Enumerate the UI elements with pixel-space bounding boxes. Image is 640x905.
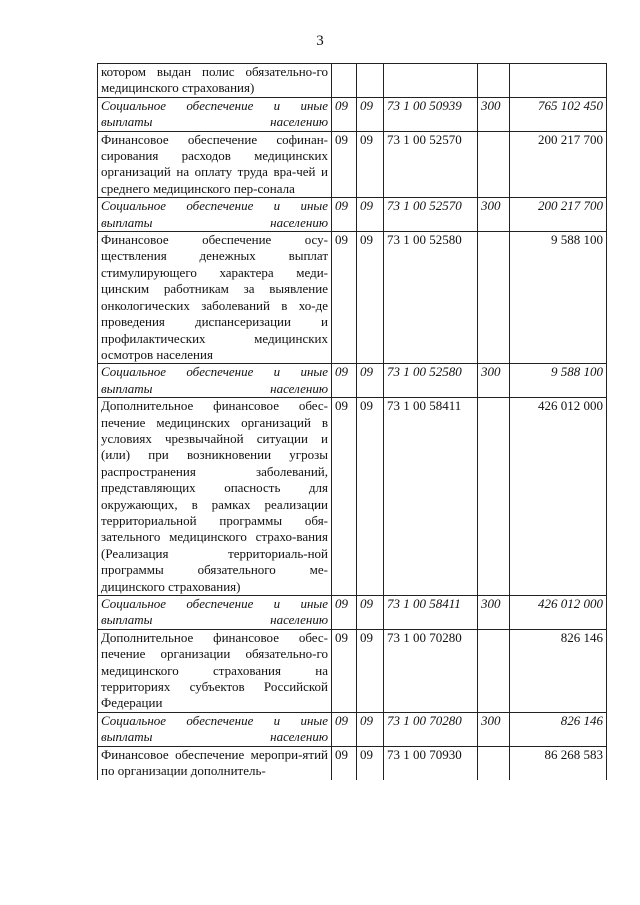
amount-cell: 200 217 700 [510, 131, 607, 198]
subsection-cell: 09 [357, 398, 384, 596]
row-name-cell: Дополнительное финансовое обес-печение организации обязательно-го медицинского страхования на территориях субъектов Российской Федерации [98, 629, 332, 712]
row-name-cell: Социальное обеспечение и иные выплаты населению [98, 97, 332, 131]
table-row [98, 198, 607, 232]
amount-cell: 200 217 700 [510, 198, 607, 232]
section-cell: 09 [332, 629, 357, 712]
target-code-cell: 73 1 00 58411 [384, 398, 478, 596]
target-code-cell: 73 1 00 70280 [384, 712, 478, 746]
row-name-cell: Социальное обеспечение и иные выплаты населению [98, 596, 332, 630]
expense-type-cell [478, 398, 510, 596]
expense-type-cell: 300 [478, 712, 510, 746]
expense-type-cell [478, 131, 510, 198]
target-code-cell: 73 1 00 52580 [384, 364, 478, 398]
section-cell: 09 [332, 398, 357, 596]
row-name-cell: Финансовое обеспечение софинан-сирования расходов медицинских организаций на оплату труда вра-чей и среднего медицинского пер-сонала [98, 131, 332, 198]
expense-type-cell [478, 746, 510, 780]
expense-type-cell: 300 [478, 596, 510, 630]
amount-cell [510, 64, 607, 98]
row-name-cell: котором выдан полис обязательно-го медицинского страхования) [98, 64, 332, 98]
subsection-cell: 09 [357, 364, 384, 398]
row-name-cell: Финансовое обеспечение меропри-ятий по организации дополнитель- [98, 746, 332, 780]
subsection-cell: 09 [357, 131, 384, 198]
section-cell [332, 64, 357, 98]
section-cell: 09 [332, 97, 357, 131]
row-name-cell: Дополнительное финансовое обес-печение медицинских организаций в условиях чрезвычайной ситуации и (или) при возникновении угрозы распространения заболеваний, представляющих опасность для окружающих, в рамках реализации территориальной программы обя-зательного медицинского страхо-вания (Реализация территориаль-ной программы обязательного ме-дицинского страхования) [98, 398, 332, 596]
row-name-cell: Социальное обеспечение и иные выплаты населению [98, 364, 332, 398]
section-cell: 09 [332, 232, 357, 364]
section-cell: 09 [332, 198, 357, 232]
subsection-cell: 09 [357, 629, 384, 712]
subsection-cell: 09 [357, 712, 384, 746]
target-code-cell: 73 1 00 58411 [384, 596, 478, 630]
section-cell: 09 [332, 712, 357, 746]
row-name-cell: Финансовое обеспечение осу-ществления денежных выплат стимулирующего характера меди-цинским работникам за выявление онкологических заболеваний в хо-де проведения диспансеризации и профилактических медицинских осмотров населения [98, 232, 332, 364]
row-name-cell: Социальное обеспечение и иные выплаты населению [98, 712, 332, 746]
table-row [98, 596, 607, 630]
table-row [98, 629, 607, 712]
section-cell: 09 [332, 596, 357, 630]
target-code-cell: 73 1 00 52570 [384, 198, 478, 232]
table-row [98, 398, 607, 596]
expense-type-cell: 300 [478, 97, 510, 131]
subsection-cell [357, 64, 384, 98]
amount-cell: 826 146 [510, 712, 607, 746]
section-cell: 09 [332, 746, 357, 780]
subsection-cell: 09 [357, 596, 384, 630]
subsection-cell: 09 [357, 746, 384, 780]
section-cell: 09 [332, 131, 357, 198]
table-row [98, 232, 607, 364]
expense-type-cell: 300 [478, 364, 510, 398]
target-code-cell [384, 64, 478, 98]
table-row [98, 712, 607, 746]
expense-type-cell [478, 629, 510, 712]
section-cell: 09 [332, 364, 357, 398]
target-code-cell: 73 1 00 70280 [384, 629, 478, 712]
table-row [98, 131, 607, 198]
expense-type-cell [478, 64, 510, 98]
table-row [98, 64, 607, 98]
target-code-cell: 73 1 00 70930 [384, 746, 478, 780]
target-code-cell: 73 1 00 52580 [384, 232, 478, 364]
target-code-cell: 73 1 00 50939 [384, 97, 478, 131]
amount-cell: 9 588 100 [510, 364, 607, 398]
amount-cell: 765 102 450 [510, 97, 607, 131]
page-number: 3 [316, 33, 324, 49]
subsection-cell: 09 [357, 198, 384, 232]
subsection-cell: 09 [357, 232, 384, 364]
target-code-cell: 73 1 00 52570 [384, 131, 478, 198]
subsection-cell: 09 [357, 97, 384, 131]
amount-cell: 86 268 583 [510, 746, 607, 780]
amount-cell: 426 012 000 [510, 596, 607, 630]
row-name-cell: Социальное обеспечение и иные выплаты населению [98, 198, 332, 232]
budget-table [97, 63, 607, 780]
amount-cell: 426 012 000 [510, 398, 607, 596]
amount-cell: 9 588 100 [510, 232, 607, 364]
expense-type-cell [478, 232, 510, 364]
table-row [98, 746, 607, 780]
table-row [98, 364, 607, 398]
expense-type-cell: 300 [478, 198, 510, 232]
table-row [98, 97, 607, 131]
amount-cell: 826 146 [510, 629, 607, 712]
